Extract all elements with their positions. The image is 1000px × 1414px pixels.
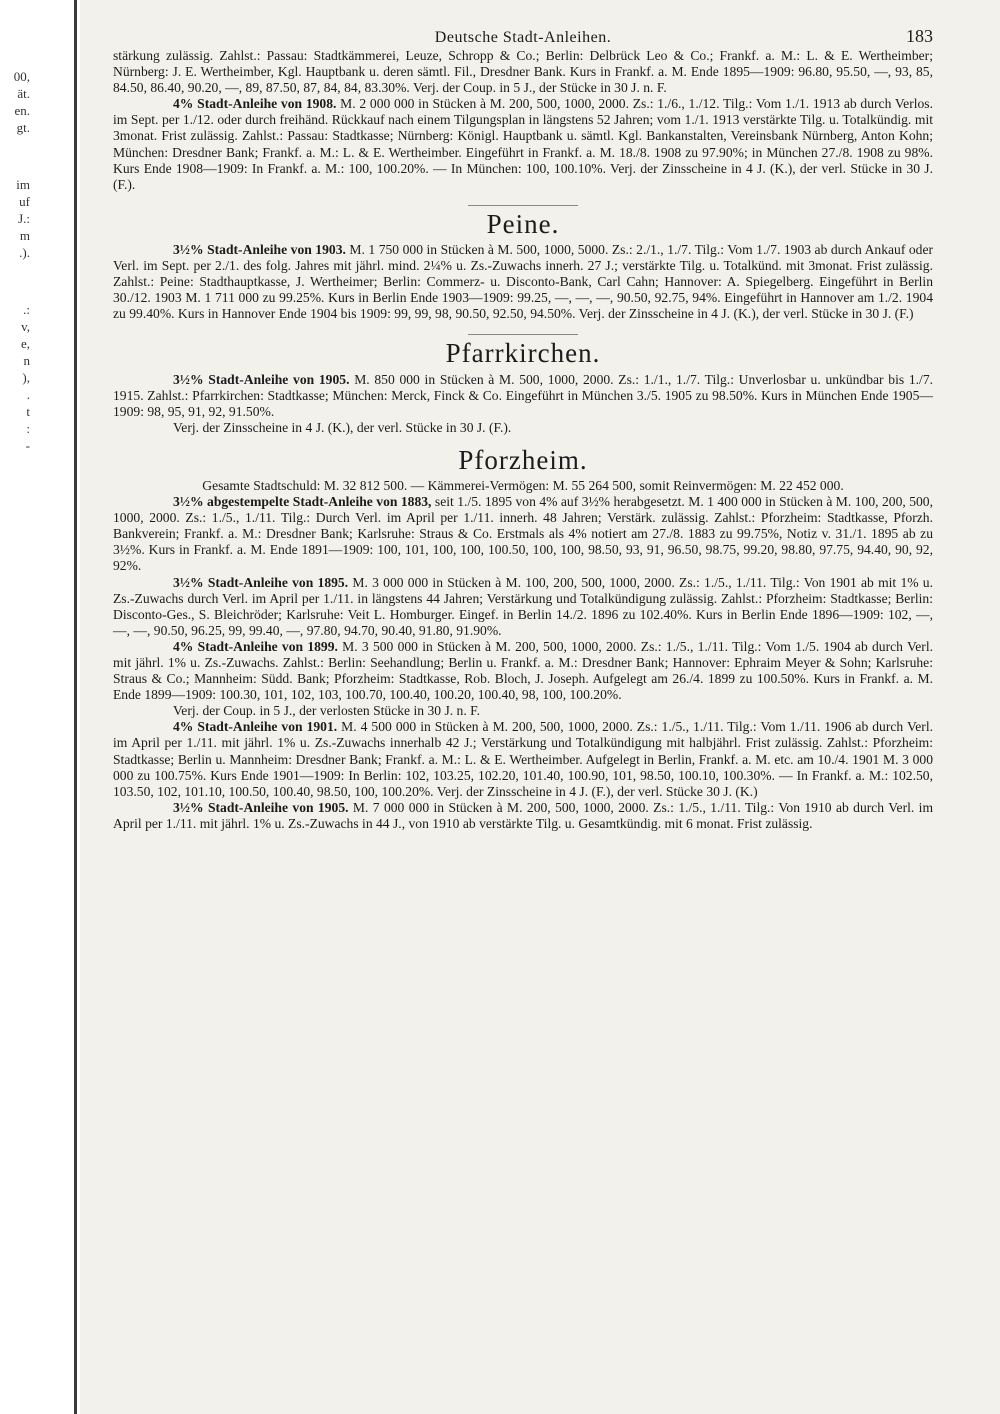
adjacent-page-margin [0,0,80,1414]
entry-text: seit 1./5. 1895 von 4% auf 3½% herabgesetzt. M. 1 400 000 in Stücken à M. 100, 200, 500, 1000, 2000. Zs.: 1./5., 1./11. Tilg.: Durch Verl. im April per 1./11. innerh. 48 Jahren; Verstärk. zulässig. Zahlst.: Pforzheim: Stadtkasse, Pforzh. Bankverein; Frankf. a. M.: Dresdner Bank; Karlsruhe: Straus & Co. Erstmals als 4% notiert am 27./8. 1883 zu 99.75%, Notiz v. 31./1. 1895 ab zu 3½%. Kurs in Frankf. a. M. Ende 1891—1909: 100, 101, 100, 100, 100.50, 100, 100, 98.50, 93, 91, 96.50, 98.75, 99.20, 98.80, 97.75, 94.40, 90, 92, 92%. [113,494,933,574]
passau-1908-entry [113,96,933,193]
passau-continuation: stärkung zulässig. Zahlst.: Passau: Stadtkämmerei, Leuze, Schropp & Co.; Berlin: Delbrück Leo & Co.; Frankf. a. M.: L. & E. Wertheimber; Nürnberg: J. E. Wertheimber, Kgl. Hauptbank u. deren sämtl. Fil., Dresdner Bank. Kurs in Frankf. a. M. Ende 1895—1909: 96.80, 95.50, —, 93, 85, 84.50, 86.40, 90.20, —, 89, 87.50, 87, 84, 84, 83.30%. Verj. der Coup. in 5 J., der Stücke in 30 J. n. F. [113,48,933,96]
fragment: . [26,387,30,402]
adjacent-page-fragments [0,68,30,454]
section-divider [468,205,578,206]
pforzheim-1899-verjaehrung: Verj. der Coup. in 5 J., der verlosten Stücke in 30 J. n. F. [173,703,480,719]
entry-text: M. 7 000 000 in Stücken à M. 200, 500, 1000, 2000. Zs.: 1./5., 1./11. Tilg.: Von 1910 ab durch Verl. im April per 1./11. mit jährl. 1% u. Zs.-Zuwachs in 44 J., von 1910 ab verstärkte Tilg. u. Gesamtkündig. mit 6 monat. Frist zulässig. [113,799,934,831]
fragment: - [25,438,30,453]
section-heading-pforzheim: Pforzheim. [458,444,588,475]
fragment: J.: [18,211,30,226]
entry-title: 3½% abgestempelte Stadt-Anleihe von 1883, [173,494,432,510]
fragment: t [26,404,30,419]
entry-title: 4% Stadt-Anleihe von 1901. [173,719,338,735]
peine-1903-entry [113,242,933,322]
fragment: ät. [17,86,30,101]
pforzheim-summary: Gesamte Stadtschuld: M. 32 812 500. — Kämmerei-Vermögen: M. 55 264 500, somit Reinvermögen: M. 22 452 000. [202,477,844,493]
fragment: e, [20,336,30,351]
fragment: v, [21,319,30,334]
pforzheim-1899-entry [113,639,933,703]
section-heading-peine: Peine. [486,208,560,239]
entry-title: 4% Stadt-Anleihe von 1908. [173,96,337,112]
fragment: : [26,421,30,436]
fragment: 00, [13,69,30,84]
entry-text: M. 850 000 in Stücken à M. 500, 1000, 2000. Zs.: 1./1., 1./7. Tilg.: Unverlosbar u. unkündbar bis 1./7. 1915. Zahlst.: Pfarrkirchen: Stadtkasse; München: Merck, Finck & Co. Eingeführt in München 3./5. 1905 zu 98.50%. Kurs in München Ende 1905—1909: 98, 95, 91, 92, 91.50%. [113,371,934,419]
fragment: im [16,177,30,192]
fragment: uf [19,194,30,209]
fragment: gt. [16,120,30,135]
pfarrkirchen-1905-entry [113,372,933,420]
page-number: 183 [906,26,933,46]
entry-title: 3½% Stadt-Anleihe von 1905. [173,371,350,387]
entry-title: 3½% Stadt-Anleihe von 1905. [173,799,349,815]
fragment: .: [23,302,30,317]
section-divider [468,334,578,335]
fragment: m [19,228,30,243]
entry-title: 3½% Stadt-Anleihe von 1895. [173,574,349,590]
document-page [113,18,933,832]
entry-title: 3½% Stadt-Anleihe von 1903. [173,241,346,257]
pfarrkirchen-verjaehrung: Verj. der Zinsscheine in 4 J. (K.), der verl. Stücke in 30 J. (F.). [173,419,512,435]
entry-text: M. 2 000 000 in Stücken à M. 200, 500, 1000, 2000. Zs.: 1./6., 1./12. Tilg.: Vom 1./1. 1913 ab durch Verlos. im Sept. per 1./12. oder durch freihänd. Rückkauf nach einem Tilgungsplan in längstens 52 Jahren; vom 1./1. 1913 verstärkte Tilg. u. Totalkündig. mit 3monat. Frist zulässig. Zahlst.: Passau: Stadtkasse; Nürnberg: Königl. Hauptbank u. sämtl. Kgl. Bankanstalten, Vereinsbank Nürnberg, Anton Kohn; München: Dresdner Bank; Frankf. a. M.: L. & E. Wertheimber. Eingeführt in Frankf. a. M. 18./8. 1908 zu 97.90%; in München 27./8. 1908 zu 98%. Kurs Ende 1908—1909: In Frankf. a. M.: 100, 100.20%. — In München: 100, 100.10%. Verj. der Zinsscheine in 4 J. (K.), der verl. Stücke in 30 J. (F.). [113,96,933,192]
fragment: .). [19,245,30,260]
fragment: ), [22,370,30,385]
fragment: n [23,353,30,368]
entry-title: 4% Stadt-Anleihe von 1899. [173,638,338,654]
pforzheim-1905-entry [113,800,933,832]
running-title: Deutsche Stadt-Anleihen. [434,29,612,46]
binding-gutter [74,0,77,1414]
entry-text: M. 1 750 000 in Stücken à M. 500, 1000, 5000. Zs.: 2./1., 1./7. Tilg.: Vom 1./7. 1903 ab durch Ankauf oder Verl. im Sept. per 2./1. des folg. Jahres mit jährl. mind. 2¼% u. Zs.-Zuwachs innerh. 27 J.; verstärkte Tilg. u. Totalkünd. mit 3monat. Frist zulässig. Zahlst.: Peine: Stadthauptkasse, J. Wertheimer; Berlin: Commerz- u. Disconto-Bank, Carl Cahn; Hannover: A. Spiegelberg. Eingeführt in Berlin 30./12. 1903 M. 1 711 000 zu 99.25%. Kurs in Berlin Ende 1903—1909: 99.25, —, —, —, 90.50, 92.75, 94%. Eingeführt in Hannover am 1./2. 1904 zu 99.40%. Kurs in Hannover Ende 1904 bis 1909: 99, 99, 98, 90.50, 92.50, 94.50%. Verj. der Zinsscheine in 4 J. (K.), der verl. Stücke in 30 J. (F.) [113,241,934,322]
entry-text: M. 4 500 000 in Stücken à M. 200, 500, 1000, 2000. Zs.: 1./5., 1./11. Tilg.: Vom 1./11. 1906 ab durch Verl. im April per 1./11. mit jährl. 1% u. Zs.-Zuwachs innerhalb 42 J.; Verstärkung und Totalkündigung mit halbjährl. Frist zulässig. Zahlst.: Pforzheim: Stadtkasse; Berlin u. Mannheim: Dresdner Bank; Frankf. a. M.: L. & E. Wertheimber. Aufgelegt in Berlin, Frankf. a. M. etc. am 10./4. 1901 M. 3 000 000 zu 100.75%. Kurs Ende 1901—1909: In Berlin: 102, 103.25, 102.20, 101.40, 100.90, 101, 98.50, 100.10, 100.30%. — In Frankf. a. M.: 102.50, 103.50, 102, 101.10, 100.50, 100.40, 98.50, 100, 100.20%. Verj. der Zinsscheine in 4 J. (F.), der verl. Stücke 30 J. (K.) [113,719,933,799]
pforzheim-1901-entry [113,719,933,799]
fragment: en. [14,103,30,118]
pforzheim-1895-entry [113,575,933,639]
running-head [113,18,933,48]
entry-text: M. 3 500 000 in Stücken à M. 200, 500, 1000, 2000. Zs.: 1./5., 1./11. Tilg.: Vom 1./5. 1904 ab durch Verl. mit jährl. 1% u. Zs.-Zuwachs. Zahlst.: Berlin: Seehandlung; Berlin u. Frankf. a. M.: Dresdner Bank; Hannover: Ephraim Meyer & Sohn; Karlsruhe: Straus & Co.; Mannheim: Südd. Bank; Pforzheim: Stadtkasse, Rob. Bloch, J. Joseph. Aufgelegt am 26./4. 1899 zu 100.50%. Kurs in Frankf. a. M. Ende 1899—1909: 100.30, 101, 102, 103, 100.70, 100.40, 100.20, 100.40, 98, 100, 100.20%. [113,638,933,703]
pforzheim-1883-entry [113,494,933,574]
section-heading-pfarrkirchen: Pfarrkirchen. [445,338,601,369]
entry-text: M. 3 000 000 in Stücken à M. 100, 200, 500, 1000, 2000. Zs.: 1./5., 1./11. Tilg.: Von 1901 ab mit 1% u. Zs.-Zuwachs durch Verl. im April per 1./11. in längstens 44 Jahren; Verstärkung und Totalkündigung zulässig. Zahlst.: Pforzheim: Stadtkasse; Berlin: Disconto-Ges., S. Bleichröder; Karlsruhe: Veit L. Homburger. Eingef. in Berlin 14./2. 1896 zu 102.40%. Kurs in Berlin Ende 1896—1909: 102, —, —, —, 90.50, 96.25, 99, 99.40, —, 97.80, 94.70, 90.40, 91.80, 91.90%. [113,574,934,638]
